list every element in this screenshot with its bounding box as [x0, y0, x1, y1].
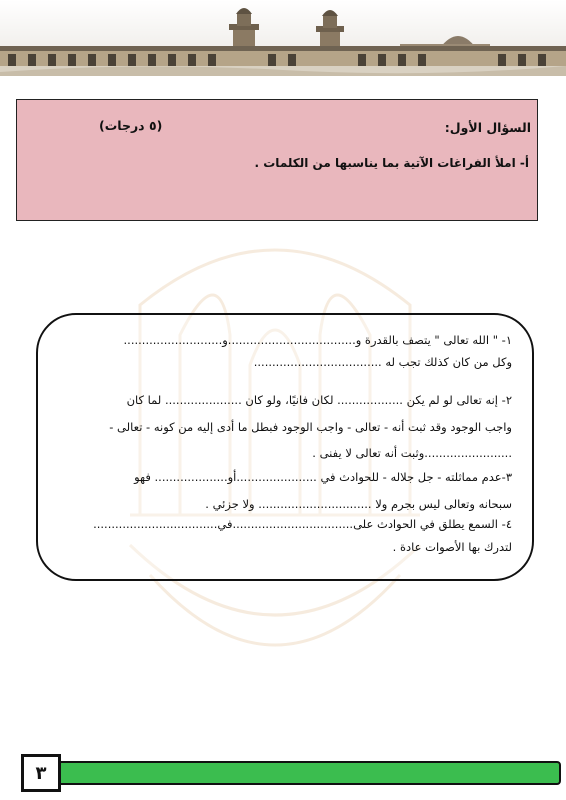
- item-line-8: ٤- السمع يطلق في الحوادث على.................................في..................................: [93, 517, 512, 531]
- item-line-9: لتدرك بها الأصوات عادة .: [392, 540, 512, 554]
- item-line-3: ٢- إنه تعالى لو لم يكن .................. لكان فانيًا، ولو كان ..................... لما كان: [126, 393, 512, 407]
- page-number: ٣: [21, 754, 61, 792]
- footer-bar: [40, 761, 561, 785]
- item-line-4: واجب الوجود وقد ثبت أنه - تعالى - واجب الوجود فبطل ما أدى إليه من كونه - تعالى -: [109, 420, 512, 434]
- item-line-1: ١- " الله تعالى " يتصف بالقدرة و...................................و...........................: [123, 333, 512, 347]
- question-box: [16, 99, 538, 221]
- question-title: السؤال الأول:: [444, 120, 531, 135]
- item-line-2: وكل من كان كذلك تجب له ...................................: [253, 355, 512, 369]
- item-line-5: ........................وثبت أنه تعالى لا يفنى .: [312, 446, 512, 460]
- fill-in-card: [36, 313, 534, 581]
- header-banner-image: [0, 0, 566, 76]
- item-line-7: سبحانه وتعالى ليس بجرم ولا ............................... ولا جزئي .: [205, 497, 512, 511]
- question-grade: (٥ درجات): [99, 118, 163, 133]
- question-instruction: أ- املأ الفراغات الآتية بما يناسبها من الكلمات .: [254, 156, 529, 170]
- item-line-6: ٣-عدم مماثلته - جل جلاله - للحوادث في ......................أو.................... فهو: [134, 470, 512, 484]
